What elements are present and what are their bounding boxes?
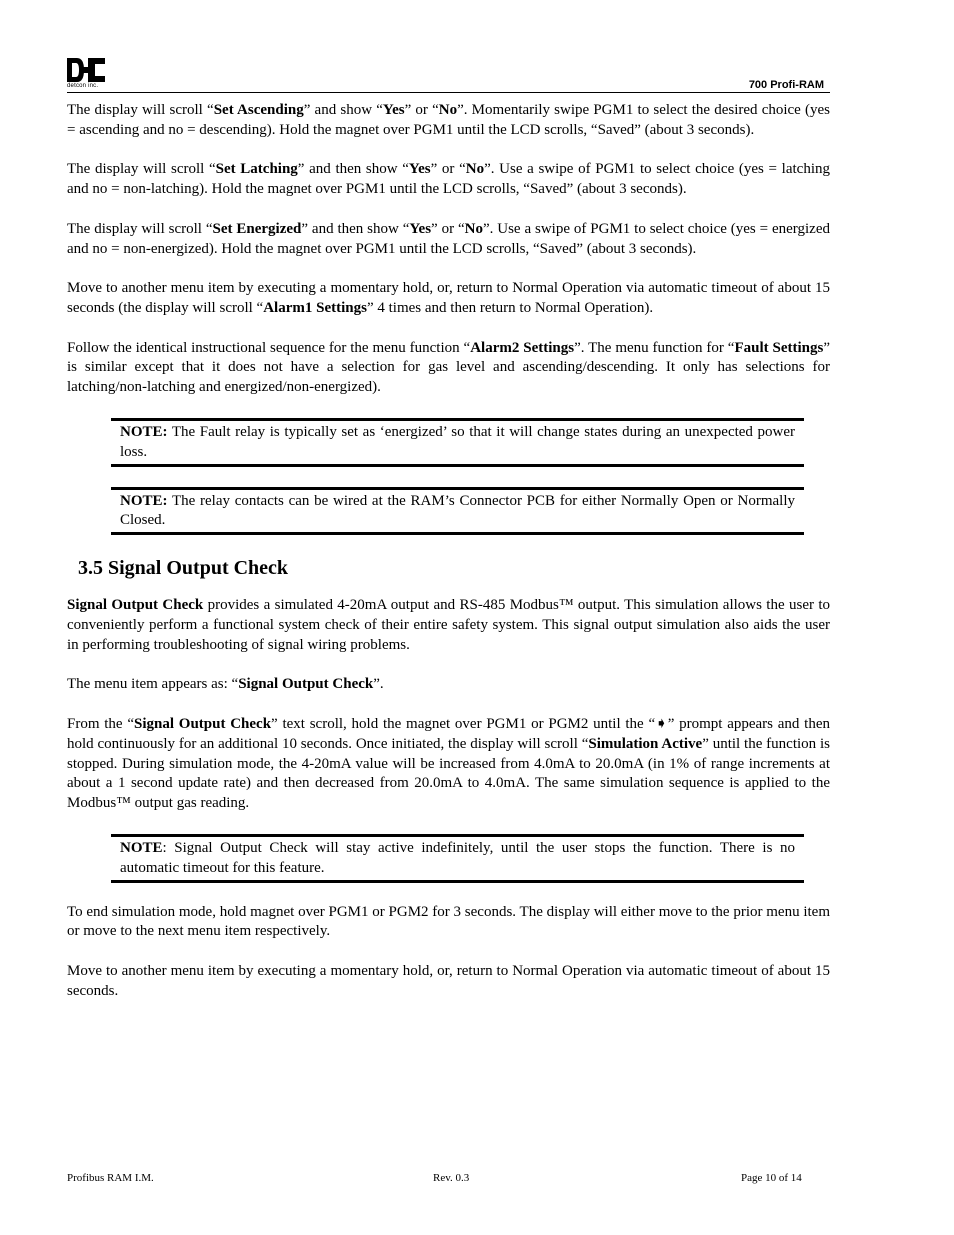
footer-doc-name: Profibus RAM I.M. <box>67 1172 154 1184</box>
note-fault-relay: NOTE: The Fault relay is typically set as ‘energized’ so that it will change states during an unexpected power loss. <box>111 418 804 467</box>
paragraph-set-latching: The display will scroll “Set Latching” and then show “Yes” or “No”. Use a swipe of PGM1 to select choice (yes = latching and no = non-latching). Hold the magnet over PGM1 until the LCD scrolls, “Saved” (about 3 seconds). <box>67 161 830 198</box>
page-content <box>67 101 830 1001</box>
paragraph-set-ascending: The display will scroll “Set Ascending” and show “Yes” or “No”. Momentarily swipe PGM1 to select the desired choice (yes = ascending and no = descending). Hold the magnet over PGM1 until the LCD scrolls, “Saved” (about 3 seconds). <box>67 102 831 138</box>
arrow-prompt-icon: ➧ <box>655 715 668 732</box>
paragraph-alarm2-fault: Follow the identical instructional sequence for the menu function “Alarm2 Settings”. The menu function for “Fault Settings” is similar except that it does not have a selection for gas level and ascending/descending. It only has selections for latching/non-latching and energized/non-energized). <box>67 339 831 396</box>
paragraph-menu-item: The menu item appears as: “Signal Output Check”. <box>67 676 384 693</box>
footer-revision: Rev. 0.3 <box>433 1172 470 1184</box>
footer-page-number: Page 10 of 14 <box>741 1172 802 1184</box>
paragraph-move-to-menu: Move to another menu item by executing a momentary hold, or, return to Normal Operation via automatic timeout of about 15 seconds (the display will scroll “Alarm1 Settings” 4 times and then return to Normal Operation). <box>67 280 830 316</box>
note-signal-output: NOTE: Signal Output Check will stay active indefinitely, until the user stops the function. There is no automatic timeout for this feature. <box>111 834 804 883</box>
paragraph-timeout: Move to another menu item by executing a momentary hold, or, return to Normal Operation via automatic timeout of about 15 seconds. <box>67 962 830 999</box>
note-relay-contacts: NOTE: The relay contacts can be wired at the RAM’s Connector PCB for either Normally Open or Normally Closed. <box>111 487 804 536</box>
section-heading: 3.5 Signal Output Check <box>78 557 289 580</box>
paragraph-set-energized: The display will scroll “Set Energized” and then show “Yes” or “No”. Use a swipe of PGM1 to select choice (yes = energized and no = non-energized). Hold the magnet over PGM1 until the LCD scrolls, “Saved” (about 3 seconds). <box>67 220 831 257</box>
paragraph-simulation: From the “Signal Output Check” text scroll, hold the magnet over PGM1 or PGM2 until the “➧” prompt appears and then hold continuously for an additional 10 seconds. Once initiated, the display will scroll “Simulation Active” until the function is stopped. During simulation mode, the 4-20mA value will be increased from 4.0mA to 20.0mA (in 1% of range increments at about a 1 second update rate) and then decreased from 20.0mA to 4.0mA. The same simulation sequence is applied to the Modbus™ output gas reading. <box>67 715 831 812</box>
header-rule <box>67 92 830 93</box>
paragraph-signal-output-intro: Signal Output Check provides a simulated 4-20mA output and RS-485 Modbus™ output. This simulation allows the user to conveniently perform a functional system check of their entire safety system. This signal output simulation also aids the user in performing troubleshooting of signal wiring problems. <box>67 597 830 653</box>
paragraph-end-simulation: To end simulation mode, hold magnet over PGM1 or PGM2 for 3 seconds. The display will either move to the prior menu item or move to the next menu item respectively. <box>67 903 830 940</box>
logo-text: detcon inc. <box>67 83 99 89</box>
detcon-logo-icon <box>67 58 105 82</box>
header-title: 700 Profi-RAM <box>748 79 824 91</box>
